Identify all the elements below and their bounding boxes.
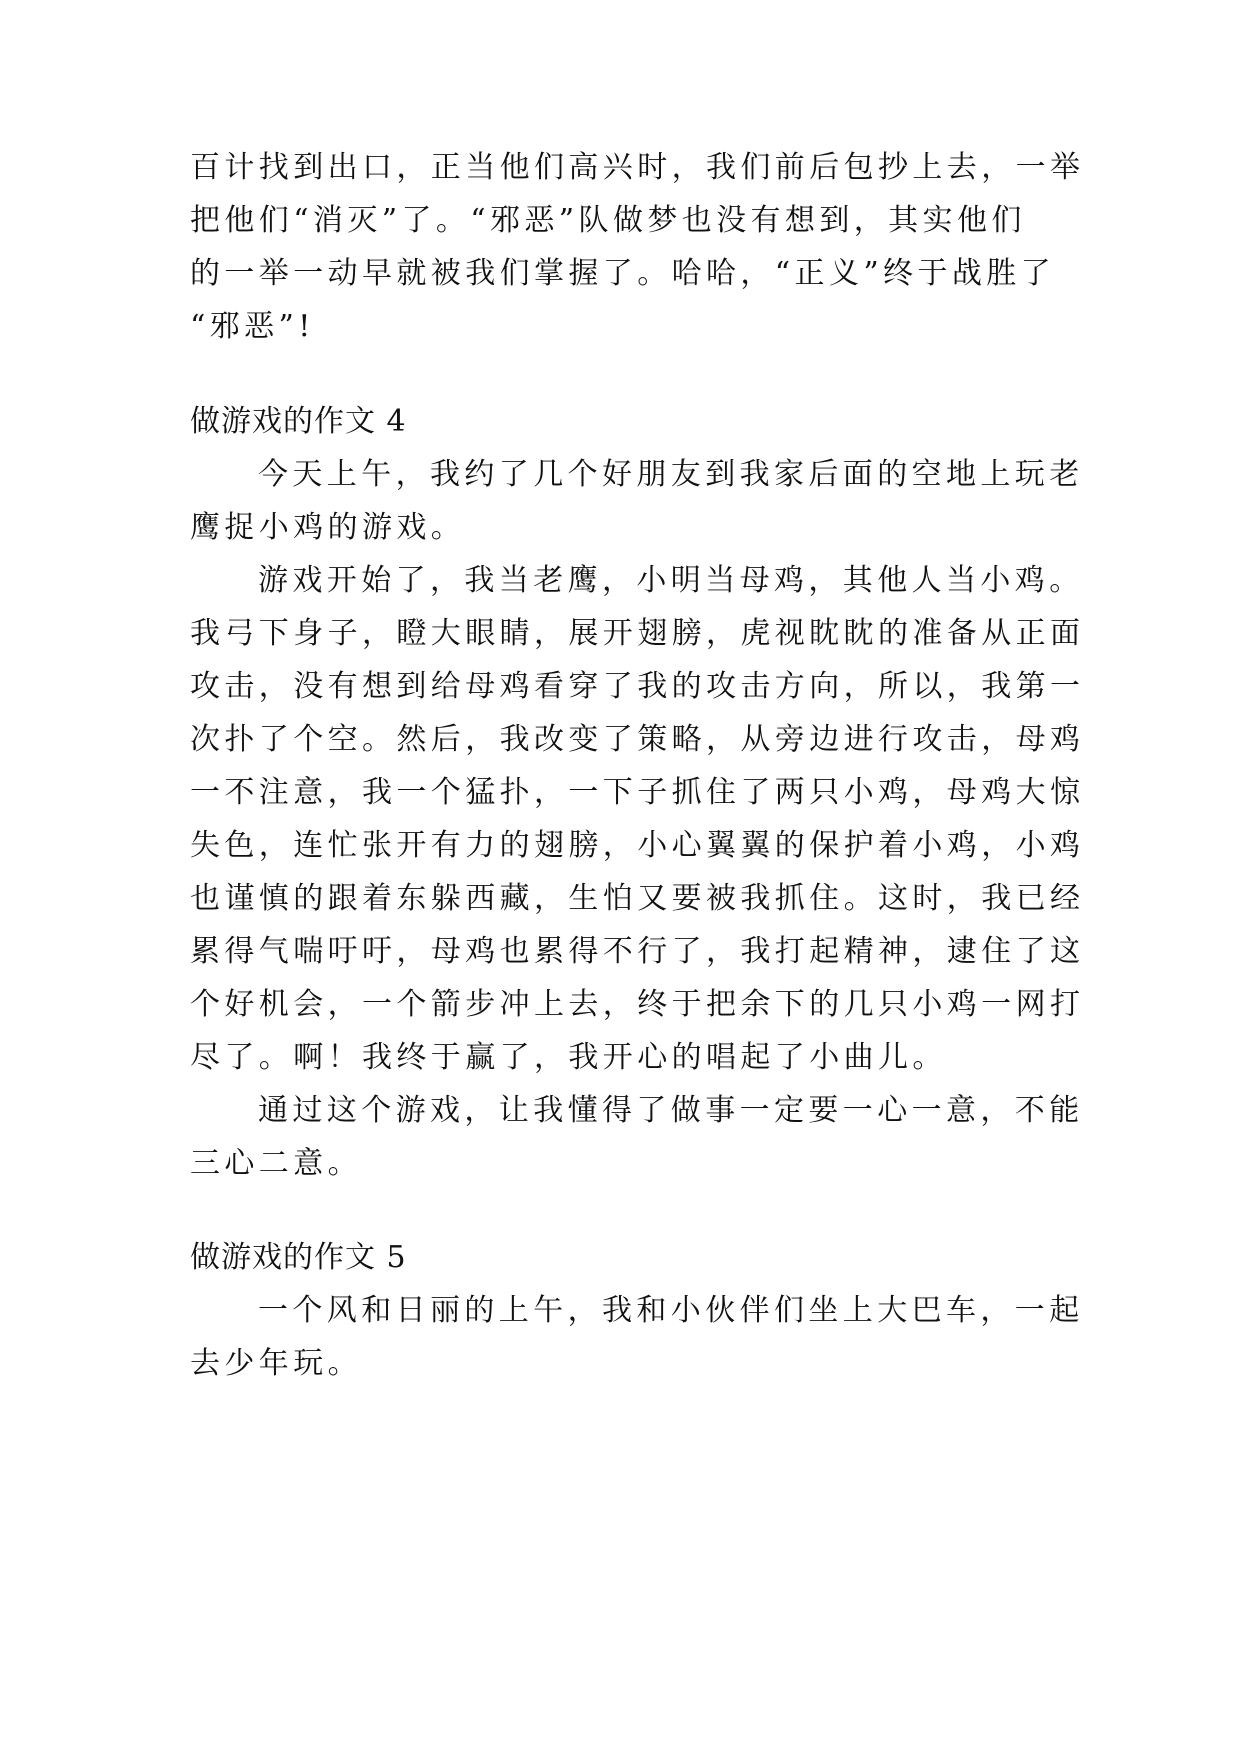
- paragraph-line: 通过这个游戏，让我懂得了做事一定要一心一意，不能: [258, 1093, 1084, 1128]
- paragraph-line: 百计找到出口，正当他们高兴时，我们前后包抄上去，一举: [190, 150, 1085, 185]
- paragraph-line: 也谨慎的跟着东躲西藏，生怕又要被我抓住。这时，我已经: [190, 881, 1085, 916]
- paragraph-line: “邪恶”!: [190, 309, 315, 344]
- paragraph-line: 鹰捉小鸡的游戏。: [190, 510, 466, 545]
- paragraph-line: 今天上午，我约了几个好朋友到我家后面的空地上玩老: [258, 457, 1084, 492]
- paragraph-line: 次扑了个空。然后，我改变了策略，从旁边进行攻击，母鸡: [190, 722, 1085, 757]
- paragraph-line: 累得气喘吁吁，母鸡也累得不行了，我打起精神，逮住了这: [190, 934, 1085, 969]
- paragraph-line: 攻击，没有想到给母鸡看穿了我的攻击方向，所以，我第一: [190, 669, 1085, 704]
- paragraph-line: 一个风和日丽的上午，我和小伙伴们坐上大巴车，一起: [258, 1293, 1084, 1328]
- paragraph-line: 把他们“消灭”了。“邪恶”队做梦也没有想到，其实他们: [190, 203, 1026, 238]
- paragraph-line: 三心二意。: [190, 1146, 362, 1181]
- paragraph-line: 的一举一动早就被我们掌握了。哈哈，“正义”终于战胜了: [190, 256, 1056, 291]
- paragraph-line: 尽了。啊！我终于赢了，我开心的唱起了小曲儿。: [190, 1040, 947, 1075]
- paragraph-line: 一不注意，我一个猛扑，一下子抓住了两只小鸡，母鸡大惊: [190, 775, 1085, 810]
- paragraph-line: 我弓下身子，瞪大眼睛，展开翅膀，虎视眈眈的准备从正面: [190, 616, 1085, 651]
- paragraph-line: 个好机会，一个箭步冲上去，终于把余下的几只小鸡一网打: [190, 987, 1085, 1022]
- essay-title: 做游戏的作文 5: [190, 1240, 407, 1275]
- paragraph-line: 游戏开始了，我当老鹰，小明当母鸡，其他人当小鸡。: [258, 563, 1084, 598]
- essay-title: 做游戏的作文 4: [190, 404, 407, 439]
- paragraph-line: 失色，连忙张开有力的翅膀，小心翼翼的保护着小鸡，小鸡: [190, 828, 1085, 863]
- paragraph-line: 去少年玩。: [190, 1346, 362, 1381]
